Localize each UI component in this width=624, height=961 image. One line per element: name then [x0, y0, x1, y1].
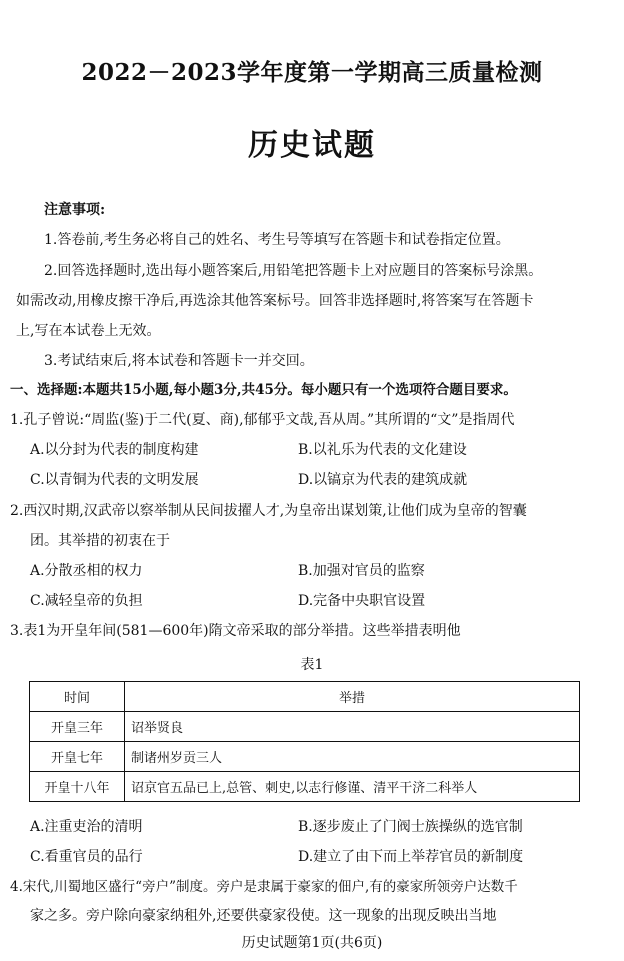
q2-option-c: C.减轻皇帝的负担: [30, 593, 143, 609]
exam-title: 2022－2023学年度第一学期高三质量检测: [81, 59, 543, 86]
q4-stem-line1: 4.宋代,川蜀地区盛行“旁户”制度。旁户是隶属于豪家的佃户,有的豪家所领旁户达数千: [10, 879, 518, 895]
q1-option-b: B.以礼乐为代表的文化建设: [298, 442, 467, 458]
table-row: [30, 772, 580, 802]
notice-item-1: 1.答卷前,考生务必将自己的姓名、考生号等填写在答题卡和试卷指定位置。: [44, 232, 510, 248]
notice-item-2-line3: 上,写在本试卷上无效。: [16, 323, 161, 339]
q2-option-b: B.加强对官员的监察: [298, 563, 425, 579]
q3-option-a: A.注重吏治的清明: [30, 819, 143, 835]
table-row: [30, 712, 580, 742]
q1-option-a: A.以分封为代表的制度构建: [30, 442, 199, 458]
table-row: [30, 742, 580, 772]
q2-stem-line2: 团。其举措的初衷在于: [30, 533, 170, 549]
notice-item-2-line1: 2.回答选择题时,选出每小题答案后,用铅笔把答题卡上对应题目的答案标号涂黑。: [44, 263, 543, 279]
subject-title: 历史试题: [248, 128, 376, 163]
table-header-time: 时间: [30, 682, 125, 712]
notice-item-2-line2: 如需改动,用橡皮擦干净后,再选涂其他答案标号。回答非选择题时,将答案写在答题卡: [16, 293, 534, 309]
q4-stem-line2: 家之多。旁户除向豪家纳租外,还要供豪家役使。这一现象的出现反映出当地: [30, 908, 497, 924]
table-cell-measure: 诏举贤良: [125, 712, 580, 742]
table-cell-measure: 诏京官五品已上,总管、刺史,以志行修谨、清平干济二科举人: [125, 772, 580, 802]
q2-option-a: A.分散丞相的权力: [30, 563, 143, 579]
table-cell-measure: 制诸州岁贡三人: [125, 742, 580, 772]
notice-heading: 注意事项:: [44, 202, 106, 218]
notice-item-3: 3.考试结束后,将本试卷和答题卡一并交回。: [44, 353, 314, 369]
table-cell-time: 开皇三年: [30, 712, 125, 742]
q1-option-c: C.以青铜为代表的文明发展: [30, 472, 199, 488]
table-header-measure: 举措: [125, 682, 580, 712]
section-1-heading: 一、选择题:本题共15小题,每小题3分,共45分。每小题只有一个选项符合题目要求。: [10, 382, 517, 398]
q3-option-b: B.逐步废止了门阀士族操纵的选官制: [298, 819, 523, 835]
q3-table-caption: 表1: [300, 657, 324, 673]
q1-option-d: D.以镐京为代表的建筑成就: [298, 472, 468, 488]
q3-option-d: D.建立了由下而上举荐官员的新制度: [298, 849, 524, 865]
table-header-row: [30, 682, 580, 712]
page-footer: 历史试题第1页(共6页): [241, 935, 383, 951]
q1-stem: 1.孔子曾说:“周监(鉴)于二代(夏、商),郁郁乎文哉,吾从周。”其所谓的“文”是指周代: [10, 412, 515, 428]
q2-stem-line1: 2.西汉时期,汉武帝以察举制从民间拔擢人才,为皇帝出谋划策,让他们成为皇帝的智囊: [10, 503, 527, 519]
q2-option-d: D.完备中央职官设置: [298, 593, 426, 609]
q3-option-c: C.看重官员的品行: [30, 849, 143, 865]
table-cell-time: 开皇七年: [30, 742, 125, 772]
q3-measures-table: [29, 681, 580, 802]
q3-stem: 3.表1为开皇年间(581—600年)隋文帝采取的部分举措。这些举措表明他: [10, 623, 461, 639]
table-cell-time: 开皇十八年: [30, 772, 125, 802]
